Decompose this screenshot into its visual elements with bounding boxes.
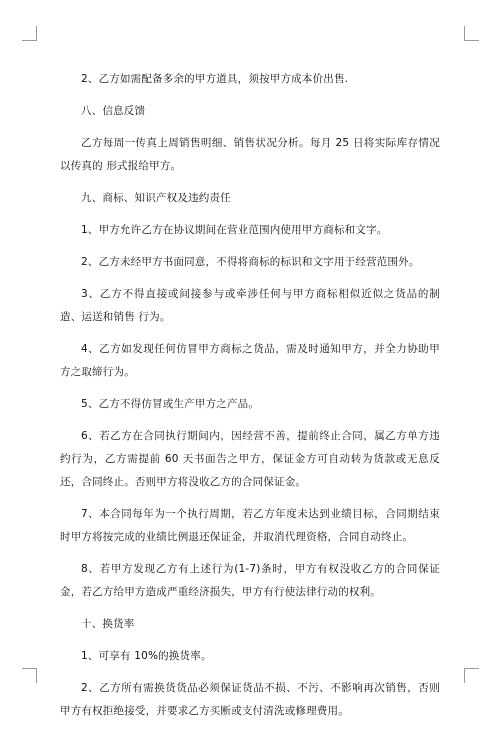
crop-mark-bottom-right	[464, 668, 479, 683]
section-heading-trademark: 九、商标、知识产权及违约责任	[81, 192, 231, 204]
paragraph-trademark-5: 5、乙方不得仿冒或生产甲方之产品。	[81, 398, 260, 410]
paragraph-trademark-1: 1、甲方允许乙方在协议期间在营业范围内使用甲方商标和文字。	[81, 224, 388, 236]
section-heading-feedback: 八、信息反馈	[81, 105, 146, 117]
paragraph-clause-2-props: 2、乙方如需配备多余的甲方道具，须按甲方成本价出售.	[81, 73, 349, 85]
paragraph-trademark-2: 2、乙方未经甲方书面同意，不得将商标的标识和文字用于经营范围外。	[81, 256, 420, 268]
document-body	[60, 68, 440, 732]
paragraph-feedback: 乙方每周一传真上周销售明细、销售状况分析。每月 25 日将实际库存情况以传真的 形式报给甲方。	[60, 137, 440, 172]
paragraph-trademark-4: 4、乙方如发现任何仿冒甲方商标之货品，需及时通知甲方，并全力协助甲方之取缔行为。	[60, 343, 440, 378]
section-heading-exchange-rate: 十、换货率	[81, 618, 135, 630]
crop-mark-bottom-left	[22, 668, 37, 683]
paragraph-trademark-8: 8、若甲方发现乙方有上述行为(1-7)条时，甲方有权没收乙方的合同保证金，若乙方给甲方造成严重经济损失，甲方有行使法律行动的权利。	[60, 563, 440, 598]
crop-mark-top-left	[22, 26, 37, 41]
paragraph-trademark-3: 3、乙方不得直接或间接参与或牵涉任何与甲方商标相似近似之货品的制造、运送和销售 行为。	[60, 288, 440, 323]
paragraph-trademark-7: 7、本合同每年为一个执行周期，若乙方年度未达到业绩目标，合同期结束时甲方将按完成的业绩比例退还保证金，并取消代理资格，合同自动终止。	[60, 508, 440, 543]
paragraph-exchange-2: 2、乙方所有需换货货品必须保证货品不损、不污、不影响再次销售，否则甲方有权拒绝接受，并要求乙方买断或支付清洗或修理费用。	[60, 682, 440, 717]
paragraph-exchange-1: 1、可享有 10%的换货率。	[81, 650, 212, 662]
paragraph-trademark-6: 6、若乙方在合同执行期间内，因经营不善，提前终止合同，属乙方单方违约行为，乙方需提前 60 天书面告之甲方，保证金方可自动转为货款或无息反还，合同终止。否则甲方将没收乙方的合同保证金。	[60, 430, 440, 488]
crop-mark-top-right	[464, 26, 479, 41]
